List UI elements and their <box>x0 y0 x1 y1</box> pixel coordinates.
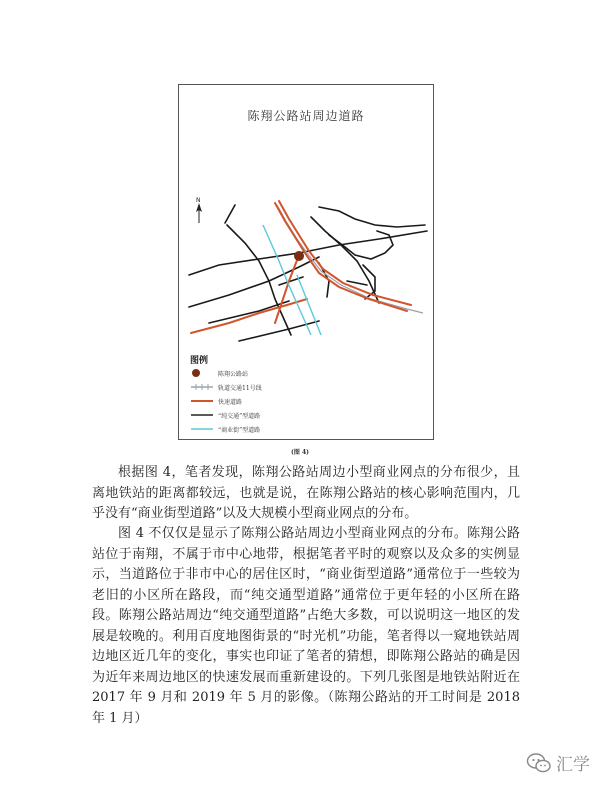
watermark-text: 汇学 <box>556 755 590 775</box>
paragraph-1: 根据图 4，笔者发现，陈翔公路站周边小型商业网点的分布很少，且离地铁站的距离都较远，也就是说，在陈翔公路站的核心影响范围内，几乎没有“商业街型道路”以及大规模小型商业网点的分布。 <box>92 465 520 521</box>
pure-traffic-roads <box>189 205 427 341</box>
map-title: 陈翔公路站周边道路 <box>247 109 365 123</box>
legend-label: “商业街”型道路 <box>218 426 261 434</box>
north-label: N <box>196 197 201 204</box>
legend-item-station <box>190 367 248 379</box>
wechat-icon <box>526 752 552 774</box>
legend-item-pure-traffic <box>190 409 260 421</box>
legend-item-commercial <box>190 423 260 435</box>
legend-item-express <box>190 395 242 407</box>
legend-label: 轨道交通11号线 <box>218 384 262 392</box>
figure-caption: (图 4) <box>291 449 309 456</box>
pure-traffic-road-icon <box>190 409 214 421</box>
station-dot-icon <box>190 367 214 379</box>
express-road-icon <box>190 395 214 407</box>
legend-label: 陈翔公路站 <box>218 370 249 378</box>
commercial-road-icon <box>190 423 214 435</box>
north-arrow-icon <box>196 197 202 223</box>
metro-line-icon <box>190 381 214 393</box>
paragraph-2: 图 4 不仅仅是显示了陈翔公路站周边小型商业网点的分布。陈翔公路站位于南翔，不属于市中心地带，根据笔者平时的观察以及众多的实例显示，当道路位于非市中心的居住区时，“商业街型道路”通常位于一些较为老旧的小区所在路段，而“纯交通型道路”通常位于更年轻的小区所在路段。陈翔公路站周边“纯交通型道路”占绝大多数，可以说明这一地区的发展是较晚的。利用百度地图街景的“时光机”功能，笔者得以一窥地铁站周边地区近几年的变化，事实也印证了笔者的猜想，即陈翔公路站的确是因为近年来周边地区的快速发展而重新建设的。下列几张图是地铁站附近在 2017 年 9 月和 2019 年 5 月的影像。（陈翔公路站的开工时间是 2018 年 1 月） <box>92 526 520 726</box>
legend-label: 快速道路 <box>218 398 243 406</box>
station-marker <box>294 251 304 261</box>
legend-item-metro <box>190 381 262 393</box>
legend-title: 图例 <box>190 356 209 366</box>
watermark <box>526 750 590 775</box>
legend-label: “纯交通”型道路 <box>218 412 261 420</box>
map-figure <box>178 84 434 440</box>
